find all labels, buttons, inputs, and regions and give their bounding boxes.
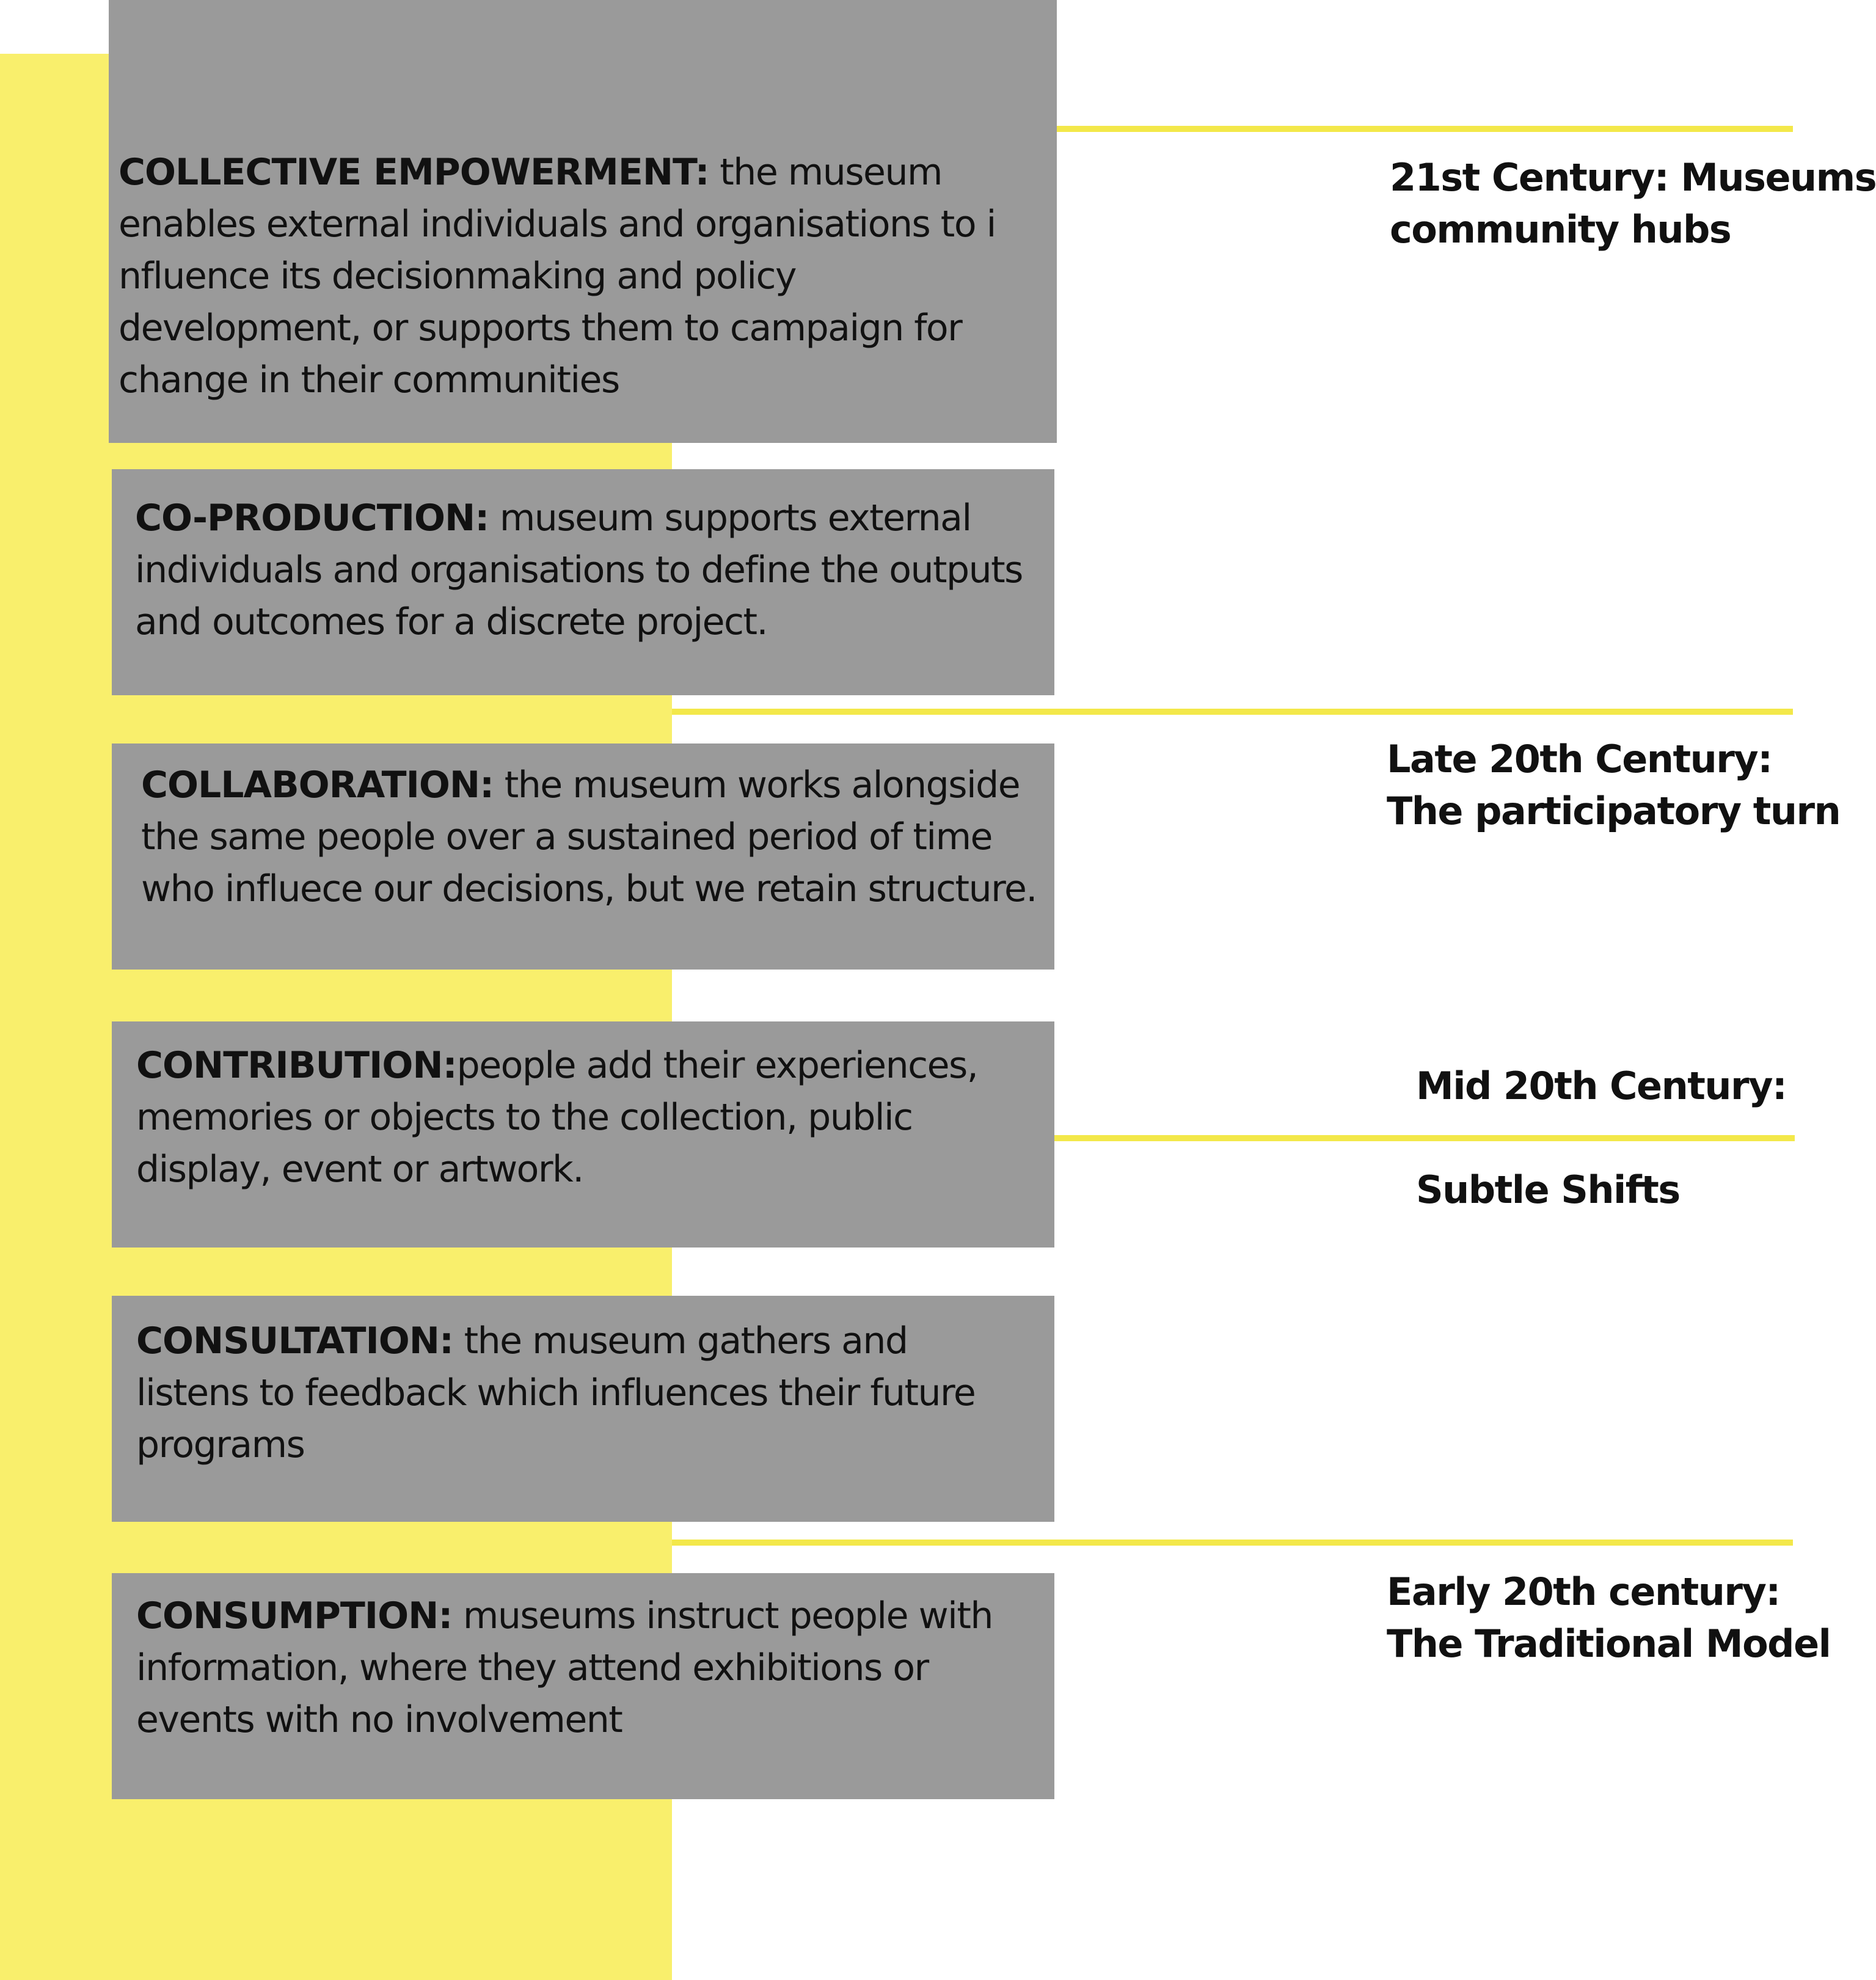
era-label-line: The participatory turn — [1387, 789, 1841, 833]
era-label-line: community hubs — [1390, 207, 1731, 252]
era-label-late-20th-century — [1387, 733, 1840, 837]
level-term: COLLECTIVE EMPOWERMENT: — [119, 151, 709, 194]
level-term: COLLABORATION: — [141, 764, 494, 806]
level-description: the museum gathers and listens to feedback which influences their future programs — [136, 1320, 976, 1466]
era-label-line: Subtle Shifts — [1416, 1167, 1680, 1212]
era-label-line: Early 20th century: — [1387, 1569, 1780, 1614]
level-term: CO-PRODUCTION: — [135, 497, 489, 539]
level-term: CONSUMPTION: — [136, 1595, 453, 1637]
level-box-consumption — [112, 1573, 1054, 1799]
era-label-line: 21st Century: Museums — [1390, 155, 1876, 200]
level-description: the museum enables external individuals and organisations to i nfluence its decisionmaking and policy development, or supports them to campaign for change in their communities — [119, 151, 996, 401]
level-description: museums instruct people with information, where they attend exhibitions or events with no involvement — [136, 1595, 993, 1741]
level-description: museum supports external individuals and organisations to define the outputs and outcomes for a discrete project. — [135, 497, 1023, 643]
era-label-line: Mid 20th Century: — [1416, 1064, 1787, 1108]
level-description: the museum works alongside the same people over a sustained period of time who influece our decisions, but we retain structure. — [141, 764, 1037, 910]
level-box-collaboration — [112, 743, 1054, 970]
era-label-early-20th-century — [1387, 1566, 1830, 1670]
era-label-line: The Traditional Model — [1387, 1621, 1831, 1666]
level-description: people add their experiences, memories or objects to the collection, public display, event or artwork. — [136, 1044, 978, 1191]
level-box-contribution — [112, 1021, 1054, 1248]
era-label-21st-century — [1390, 152, 1876, 255]
era-rule-late-20th-century — [672, 709, 1793, 715]
era-rule-21st-century — [1057, 126, 1793, 132]
era-label-line: Late 20th Century: — [1387, 737, 1772, 781]
level-box-co-production — [112, 469, 1054, 695]
era-label-mid-20th-century — [1416, 1060, 1786, 1216]
level-box-consultation — [112, 1296, 1054, 1522]
era-rule-early-20th-century — [672, 1540, 1793, 1546]
level-box-collective-empowerment — [109, 0, 1057, 443]
level-term: CONSULTATION: — [136, 1320, 454, 1362]
level-term: CONTRIBUTION: — [136, 1044, 457, 1087]
